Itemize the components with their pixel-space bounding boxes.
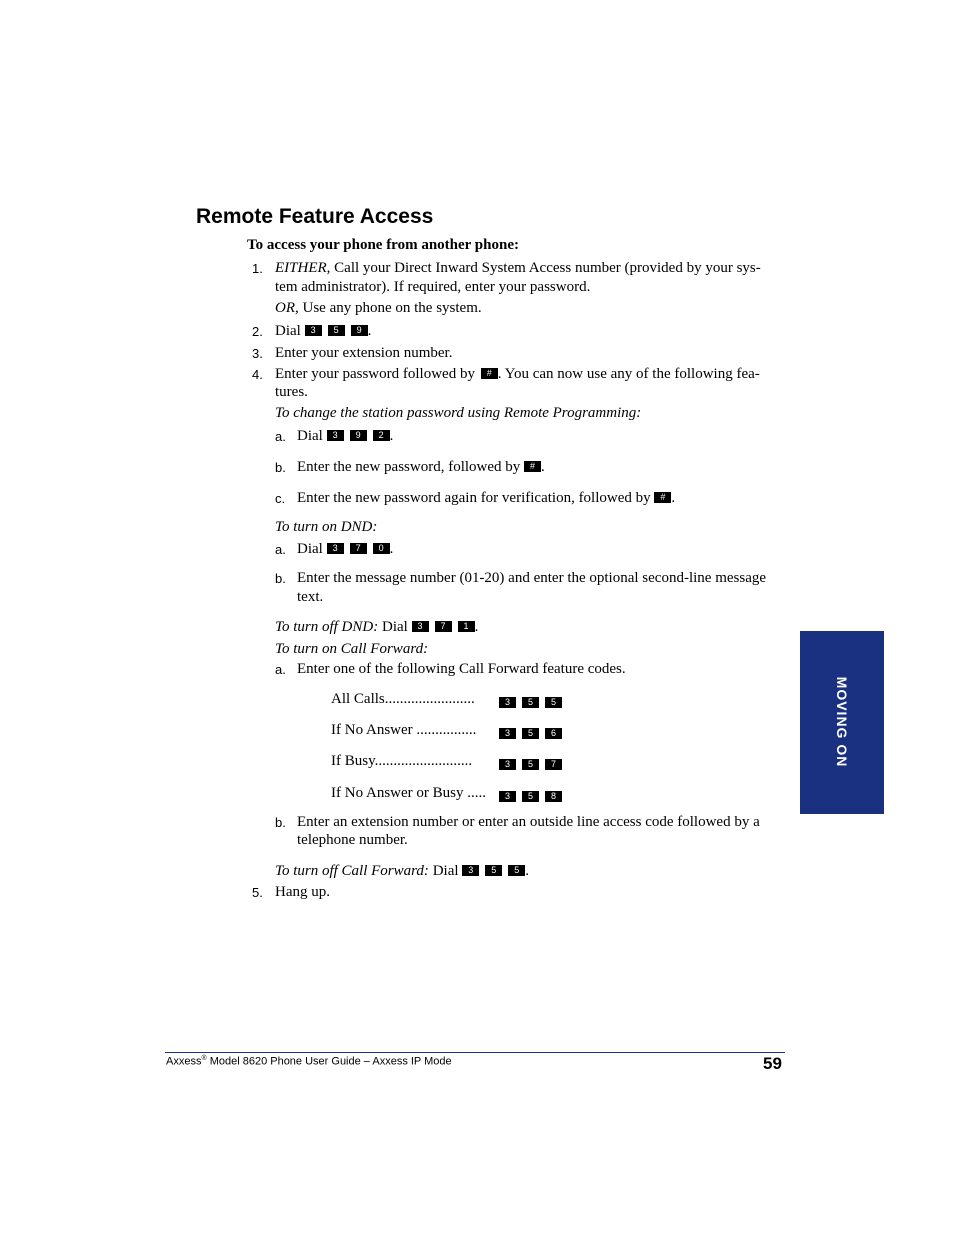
key-cap: 5	[522, 697, 539, 708]
key-cap: 3	[499, 791, 516, 802]
step4-text: Enter your password followed by	[275, 366, 475, 382]
dial-label: Dial	[297, 428, 323, 444]
dial-label: Dial	[275, 323, 301, 339]
section-tab-label: MOVING ON	[834, 676, 850, 768]
cf-code-label: All Calls	[331, 691, 385, 707]
substep-letter: c.	[275, 491, 286, 506]
substep-letter: b.	[275, 815, 286, 830]
key-cap: 5	[328, 325, 345, 336]
leader-dots: ........................	[384, 691, 475, 707]
key-cap: 9	[351, 325, 368, 336]
substep-letter: b.	[275, 460, 286, 475]
key-cap: 3	[499, 728, 516, 739]
key-cap: 7	[545, 759, 562, 770]
registered-mark: ®	[201, 1055, 207, 1062]
substep-letter: b.	[275, 571, 286, 586]
step-number: 5.	[252, 885, 263, 900]
substep-letter: a.	[275, 542, 286, 557]
key-sequence	[499, 694, 562, 712]
dnd-on-a-line: Dial 3 7 0 .	[297, 541, 394, 557]
or-text: , Use any phone on the system.	[295, 300, 482, 316]
step2-line: Dial 3 5 9 .	[275, 323, 372, 339]
key-sequence	[499, 756, 562, 774]
cf-code-label: If Busy	[331, 753, 375, 769]
substep-text: Enter the new password, followed by	[297, 459, 521, 475]
dnd-on-heading: To turn on DND:	[275, 519, 378, 535]
page-title: Remote Feature Access	[196, 205, 434, 228]
dnd-on-b-line1: Enter the message number (01-20) and enter the optional second-line message	[297, 570, 767, 586]
key-cap: 2	[373, 430, 390, 441]
step4-line2: tures.	[275, 384, 308, 400]
key-sequence	[327, 540, 390, 558]
cf-on-heading: To turn on Call Forward:	[275, 641, 429, 657]
footer-rule	[165, 1052, 785, 1053]
pound-key: #	[481, 368, 498, 379]
password-c-line: Enter the new password again for verification, followed by # .	[297, 490, 676, 506]
or-label: OR	[275, 300, 295, 316]
page-number: 59	[763, 1054, 782, 1073]
cf-off-heading: To turn off Call Forward:	[275, 863, 429, 879]
step-number: 4.	[252, 367, 263, 382]
leader-dots: ..........................	[374, 753, 473, 769]
intro-heading: To access your phone from another phone:	[247, 237, 519, 253]
password-a-line: Dial 3 9 2 .	[297, 428, 394, 444]
key-cap: 3	[327, 543, 344, 554]
cf-code-row	[331, 752, 472, 770]
step5-text: Hang up.	[275, 884, 330, 900]
dnd-off-heading: To turn off DND:	[275, 619, 379, 635]
key-sequence	[305, 322, 368, 340]
dnd-off-line: To turn off DND: Dial 3 7 1 .	[275, 619, 479, 635]
key-cap: 6	[545, 728, 562, 739]
substep-letter: a.	[275, 662, 286, 677]
key-cap: 5	[545, 697, 562, 708]
key-cap: 0	[373, 543, 390, 554]
key-cap: 9	[350, 430, 367, 441]
key-sequence	[499, 788, 562, 806]
leader-dots: ................	[416, 722, 477, 738]
step1-line1	[275, 259, 761, 277]
substep-letter: a.	[275, 429, 286, 444]
step3-text: Enter your extension number.	[275, 345, 453, 361]
step4-line1	[275, 365, 760, 383]
cf-on-a-text: Enter one of the following Call Forward feature codes.	[297, 661, 626, 677]
dial-label: Dial	[381, 619, 408, 635]
key-cap: 3	[327, 430, 344, 441]
key-cap: 5	[522, 791, 539, 802]
key-cap: 5	[485, 865, 502, 876]
key-cap: 5	[508, 865, 525, 876]
password-b-line: Enter the new password, followed by # .	[297, 459, 545, 475]
key-cap: 5	[522, 728, 539, 739]
key-cap: 5	[522, 759, 539, 770]
key-cap: 3	[305, 325, 322, 336]
key-cap: 7	[350, 543, 367, 554]
step-number: 3.	[252, 346, 263, 361]
step1-text: Call your Direct Inward System Access number (provided by your sys-	[330, 260, 761, 276]
footer-title: Model 8620 Phone User Guide – Axxess IP Mode	[206, 1055, 452, 1068]
key-cap: 1	[458, 621, 475, 632]
cf-code-label: If No Answer or Busy	[331, 785, 464, 801]
step4-text-cont: . You can now use any of the following fea-	[497, 366, 760, 382]
step-number: 2.	[252, 324, 263, 339]
key-sequence	[462, 862, 525, 880]
pound-key: #	[654, 492, 671, 503]
either-label: EITHER,	[275, 260, 331, 276]
dial-label: Dial	[297, 541, 323, 557]
pound-key: #	[524, 461, 541, 472]
cf-code-label: If No Answer	[331, 722, 413, 738]
footer-text	[166, 1055, 452, 1068]
substep-text: Enter the new password again for verification, followed by	[297, 490, 651, 506]
section-tab	[800, 631, 884, 814]
step1-line2: tem administrator). If required, enter your password.	[275, 279, 591, 295]
leader-dots: .....	[467, 785, 486, 801]
key-cap: 3	[499, 759, 516, 770]
cf-code-row	[331, 690, 475, 708]
dial-label: Dial	[432, 863, 459, 879]
cf-code-row	[331, 784, 486, 802]
key-sequence	[412, 618, 475, 636]
key-cap: 8	[545, 791, 562, 802]
key-cap: 7	[435, 621, 452, 632]
step1-or-line	[275, 299, 482, 317]
key-cap: 3	[462, 865, 479, 876]
dnd-on-b-line2: text.	[297, 589, 324, 605]
password-section-heading: To change the station password using Remote Programming:	[275, 405, 642, 421]
cf-off-line: To turn off Call Forward: Dial 3 5 5 .	[275, 863, 530, 879]
cf-code-row	[331, 721, 476, 739]
cf-on-b-line1: Enter an extension number or enter an outside line access code followed by a	[297, 814, 760, 830]
key-sequence	[499, 725, 562, 743]
footer-brand: Axxess	[166, 1055, 202, 1068]
key-sequence	[327, 427, 390, 445]
cf-on-b-line2: telephone number.	[297, 832, 408, 848]
step-number: 1.	[252, 261, 263, 276]
key-cap: 3	[499, 697, 516, 708]
key-cap: 3	[412, 621, 429, 632]
